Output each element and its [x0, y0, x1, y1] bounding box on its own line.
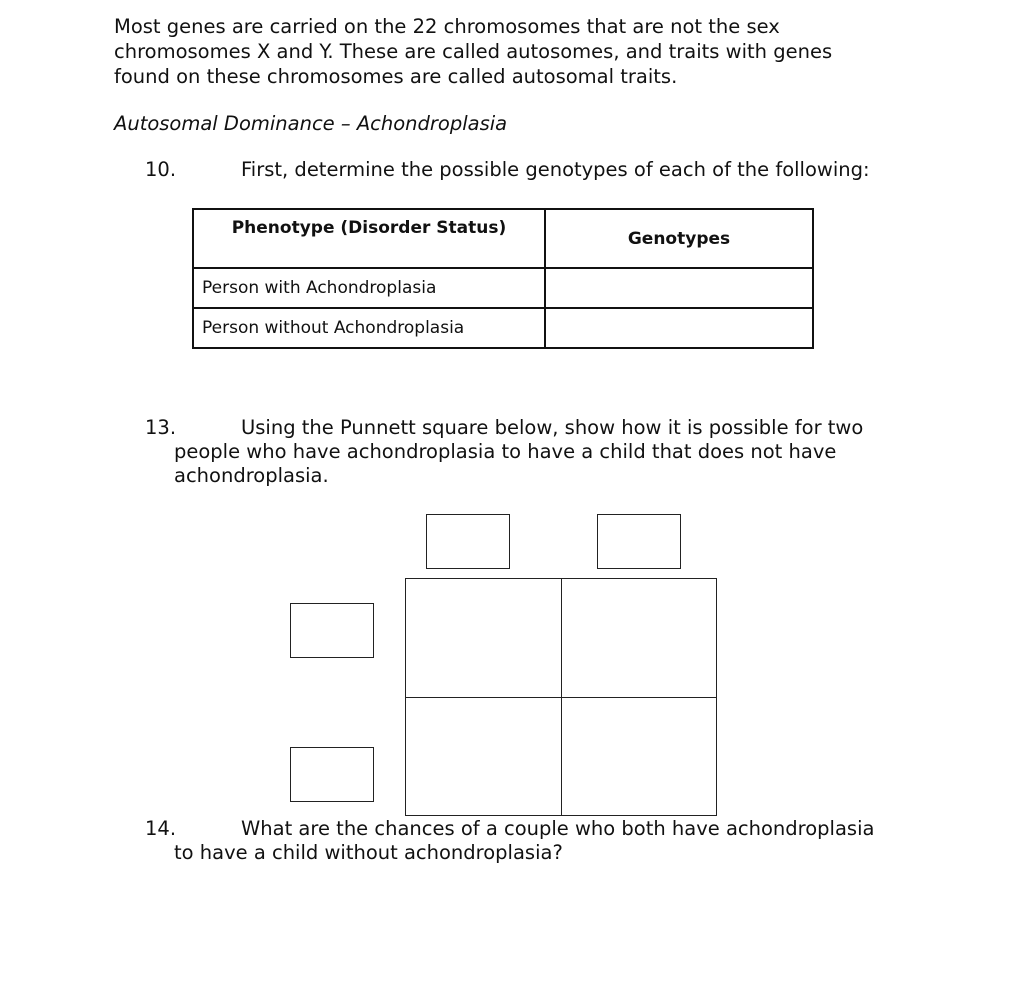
question-10-number: 10. — [145, 158, 177, 181]
question-10-text: First, determine the possible genotypes of each of the following: — [241, 158, 870, 181]
section-heading: Autosomal Dominance – Achondroplasia — [114, 112, 508, 135]
top-allele-box-2[interactable] — [597, 514, 681, 569]
genotype-answer-cell[interactable] — [545, 308, 813, 348]
top-allele-box-1[interactable] — [426, 514, 510, 569]
grid-divider-horizontal — [406, 697, 716, 698]
side-allele-box-2[interactable] — [290, 747, 374, 802]
intro-paragraph — [114, 14, 874, 89]
phenotype-cell: Person without Achondroplasia — [193, 308, 545, 348]
table-row — [193, 308, 813, 348]
question-13-number: 13. — [145, 416, 177, 439]
intro-line: found on these chromosomes are called autosomal traits. — [114, 65, 678, 88]
header-phenotype: Phenotype (Disorder Status) — [193, 209, 545, 268]
question-13-line: Using the Punnett square below, show how it is possible for two — [241, 416, 864, 439]
genotype-answer-cell[interactable] — [545, 268, 813, 308]
side-allele-box-1[interactable] — [290, 603, 374, 658]
table-header-row — [193, 209, 813, 268]
intro-line: chromosomes X and Y. These are called autosomes, and traits with genes — [114, 40, 833, 63]
question-13-line: achondroplasia. — [174, 464, 329, 487]
question-14-number: 14. — [145, 817, 177, 840]
header-genotypes: Genotypes — [545, 209, 813, 268]
punnett-square — [405, 578, 717, 816]
question-14-line: to have a child without achondroplasia? — [174, 841, 563, 864]
question-14-line: What are the chances of a couple who both have achondroplasia — [241, 817, 875, 840]
table-row — [193, 268, 813, 308]
phenotype-cell: Person with Achondroplasia — [193, 268, 545, 308]
question-13-line: people who have achondroplasia to have a child that does not have — [174, 440, 837, 463]
genotype-table — [192, 208, 814, 349]
intro-line: Most genes are carried on the 22 chromosomes that are not the sex — [114, 15, 780, 38]
